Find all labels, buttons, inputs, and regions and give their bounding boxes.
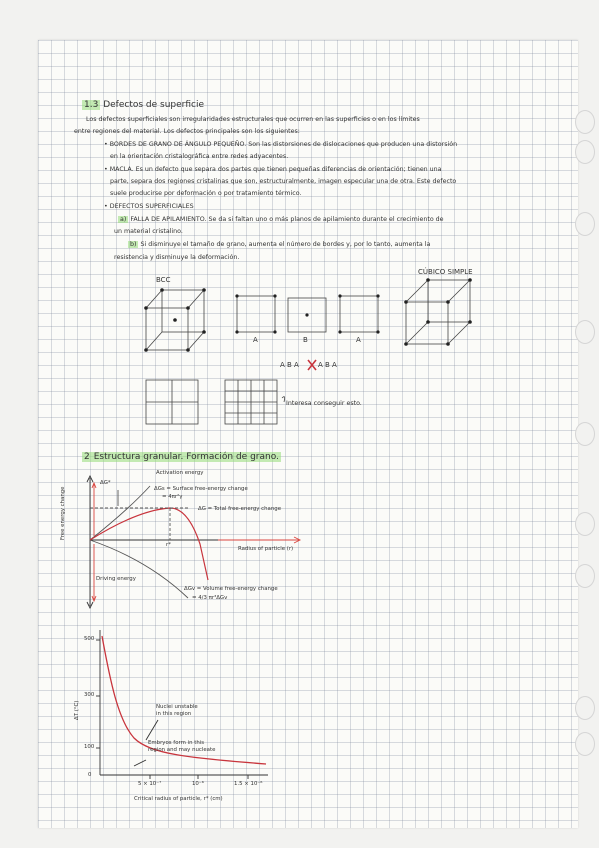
- notebook-page: [38, 40, 578, 828]
- annotation-1-line-1: Nuclei unstable: [156, 704, 198, 710]
- annotation-2-line-1: Embryos form in this: [148, 740, 205, 746]
- bullet-1-line-1: • BORDES DE GRANO DE ÁNGULO PEQUEÑO. Son las distorsiones de dislocaciones que producen una distorsión: [104, 141, 458, 148]
- y-tick-0: 0: [88, 772, 92, 778]
- x-tick-2: 10⁻⁶: [192, 781, 204, 787]
- undercooling-y-label: ΔT (°C): [74, 700, 80, 720]
- interest-note: Interesa conseguir esto.: [286, 400, 362, 407]
- total-label: ΔG = Total free-energy change: [198, 506, 282, 512]
- binder-hole: [575, 512, 595, 536]
- bullet-2-line-2: parte, separa dos regiones cristalinas que son, estructuralmente, imagen especular una de otra. Este defecto: [110, 178, 457, 185]
- binder-hole: [575, 696, 595, 720]
- x-tick-3: 1.5 × 10⁻⁶: [234, 781, 263, 787]
- undercooling-x-label: Critical radius of particle, r* (cm): [134, 796, 223, 802]
- y-tick-300: 300: [84, 692, 95, 698]
- volume-label-2: = 4/3 πr³ΔGv: [192, 595, 228, 601]
- driving-label: Driving energy: [96, 576, 136, 582]
- surface-label-1: ΔGs = Surface free-energy change: [154, 486, 248, 492]
- section-1-title: Defectos de superficie: [103, 100, 205, 110]
- intro-line-1: Los defectos superficiales son irregularidades estructurales que ocurren en las superficies o en los límites: [86, 116, 420, 123]
- critical-radius-label: r*: [166, 542, 171, 548]
- bcc-label: BCC: [156, 276, 171, 284]
- x-tick-1: 5 × 10⁻⁷: [138, 781, 162, 787]
- intro-line-2: entre regiones del material. Los defectos principales son los siguientes:: [74, 128, 300, 135]
- binder-hole: [575, 110, 595, 134]
- face-label-a2: A: [356, 336, 361, 344]
- surface-label-2: = 4πr²γ: [162, 494, 183, 500]
- radius-axis-label: Radius of particle (r): [238, 546, 294, 552]
- item-a-label: a): [120, 216, 127, 223]
- binder-hole: [575, 732, 595, 756]
- binder-hole: [575, 320, 595, 344]
- stacking-right: A B A: [318, 361, 337, 369]
- undercooling-plot: [38, 40, 578, 828]
- face-label-a1: A: [253, 336, 258, 344]
- item-a-text: FALLA DE APILAMIENTO. Se da si faltan uno o más planos de apilamiento durante el crecimiento de: [130, 216, 444, 223]
- barrier-label: ΔG*: [100, 480, 111, 486]
- bullet-1-line-2: en la orientación cristalográfica entre redes adyacentes.: [110, 153, 289, 160]
- binder-hole: [575, 564, 595, 588]
- annotation-1-line-2: in this region: [156, 711, 192, 717]
- face-label-b: B: [303, 336, 308, 344]
- section-2-title: Estructura granular. Formación de grano.: [93, 452, 279, 462]
- simple-cubic-label: CÚBICO SIMPLE: [418, 268, 473, 276]
- section-2-number: 2: [84, 452, 90, 462]
- bullet-2-line-3: suele producirse por deformación o por tratamiento térmico.: [110, 190, 302, 197]
- binder-hole: [575, 212, 595, 236]
- y-tick-100: 100: [84, 744, 95, 750]
- y-tick-500: 500: [84, 636, 95, 642]
- section-1-number: 1.3: [84, 100, 99, 110]
- volume-label-1: ΔGv = Volume free-energy change: [184, 586, 278, 592]
- activation-label: Activation energy: [156, 470, 204, 476]
- annotation-2-line-2: region and may nucleate: [148, 747, 216, 753]
- binder-hole: [575, 140, 595, 164]
- item-b-line-2: resistencia y disminuye la deformación.: [114, 254, 240, 261]
- item-a-line-2: un material cristalino.: [114, 228, 183, 235]
- item-b-label: b): [130, 241, 137, 248]
- binder-hole: [575, 422, 595, 446]
- bullet-3: • DEFECTOS SUPERFICIALES: [104, 203, 194, 210]
- bullet-2-line-1: • MACLA. Es un defecto que separa dos partes que tienen pequeñas diferencias de orientación; tienen una: [104, 166, 442, 173]
- stacking-left: A B A: [280, 361, 299, 369]
- item-b-text: Si disminuye el tamaño de grano, aumenta el número de bordes y, por lo tanto, aumenta la: [140, 241, 431, 248]
- free-energy-axis-label: Free energy change: [60, 486, 66, 540]
